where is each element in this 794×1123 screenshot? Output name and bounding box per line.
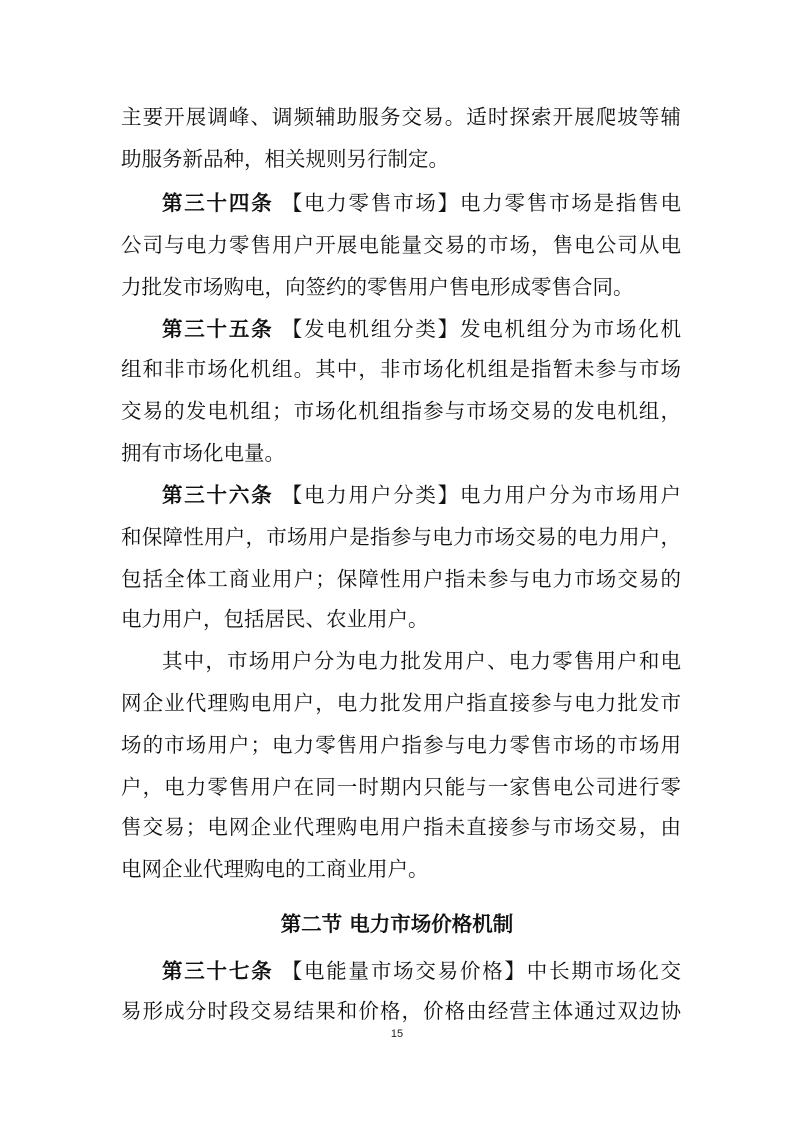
paragraph-line: 易形成分时段交易结果和价格，价格由经营主体通过双边协 <box>121 999 681 1023</box>
paragraph-line: 组和非市场化机组。其中，非市场化机组是指暂未参与市场 <box>121 357 681 381</box>
paragraph-line: 助服务新品种，相关规则另行制定。 <box>121 147 449 171</box>
article-36-label: 第三十六条 <box>162 483 274 507</box>
article-35-label: 第三十五条 <box>162 317 274 341</box>
article-37-label: 第三十七条 <box>162 959 274 983</box>
article-35-heading-text: 【发电机组分类】发电机组分为市场化机 <box>281 317 681 341</box>
paragraph-line: 售交易；电网企业代理购电用户指未直接参与市场交易，由 <box>121 815 681 839</box>
paragraph-line: 力批发市场购电，向签约的零售用户售电形成零售合同。 <box>121 275 634 299</box>
paragraph-line: 场的市场用户；电力零售用户指参与电力零售市场的市场用 <box>121 733 681 757</box>
paragraph-line: 拥有市场化电量。 <box>121 441 285 465</box>
page-number: 15 <box>390 1028 404 1040</box>
paragraph-line: 和保障性用户，市场用户是指参与电力市场交易的电力用户， <box>121 525 681 549</box>
paragraph-line: 公司与电力零售用户开展电能量交易的市场，售电公司从电 <box>121 233 681 257</box>
article-34-label: 第三十四条 <box>162 191 274 215</box>
paragraph-line: 网企业代理购电用户，电力批发用户指直接参与电力批发市 <box>121 691 681 715</box>
paragraph-line: 电网企业代理购电的工商业用户。 <box>121 857 429 881</box>
section-heading: 第二节 电力市场价格机制 <box>280 912 514 936</box>
article-34-heading-text: 【电力零售市场】电力零售市场是指售电 <box>281 191 681 215</box>
paragraph-line: 其中，市场用户分为电力批发用户、电力零售用户和电 <box>162 649 681 673</box>
article-37-first-line <box>162 956 681 986</box>
article-36-heading-text: 【电力用户分类】电力用户分为市场用户 <box>281 483 681 507</box>
paragraph-line: 包括全体工商业用户；保障性用户指未参与电力市场交易的 <box>121 567 681 591</box>
paragraph-line: 户，电力零售用户在同一时期内只能与一家售电公司进行零 <box>121 775 681 799</box>
paragraph-line: 交易的发电机组；市场化机组指参与市场交易的发电机组， <box>121 399 681 423</box>
article-37-heading-text: 【电能量市场交易价格】中长期市场化交 <box>281 959 681 983</box>
article-35-first-line <box>162 314 681 344</box>
article-36-first-line <box>162 480 681 510</box>
article-34-first-line <box>162 188 681 218</box>
paragraph-line: 电力用户，包括居民、农业用户。 <box>121 607 429 631</box>
paragraph-line: 主要开展调峰、调频辅助服务交易。适时探索开展爬坡等辅 <box>121 105 681 129</box>
